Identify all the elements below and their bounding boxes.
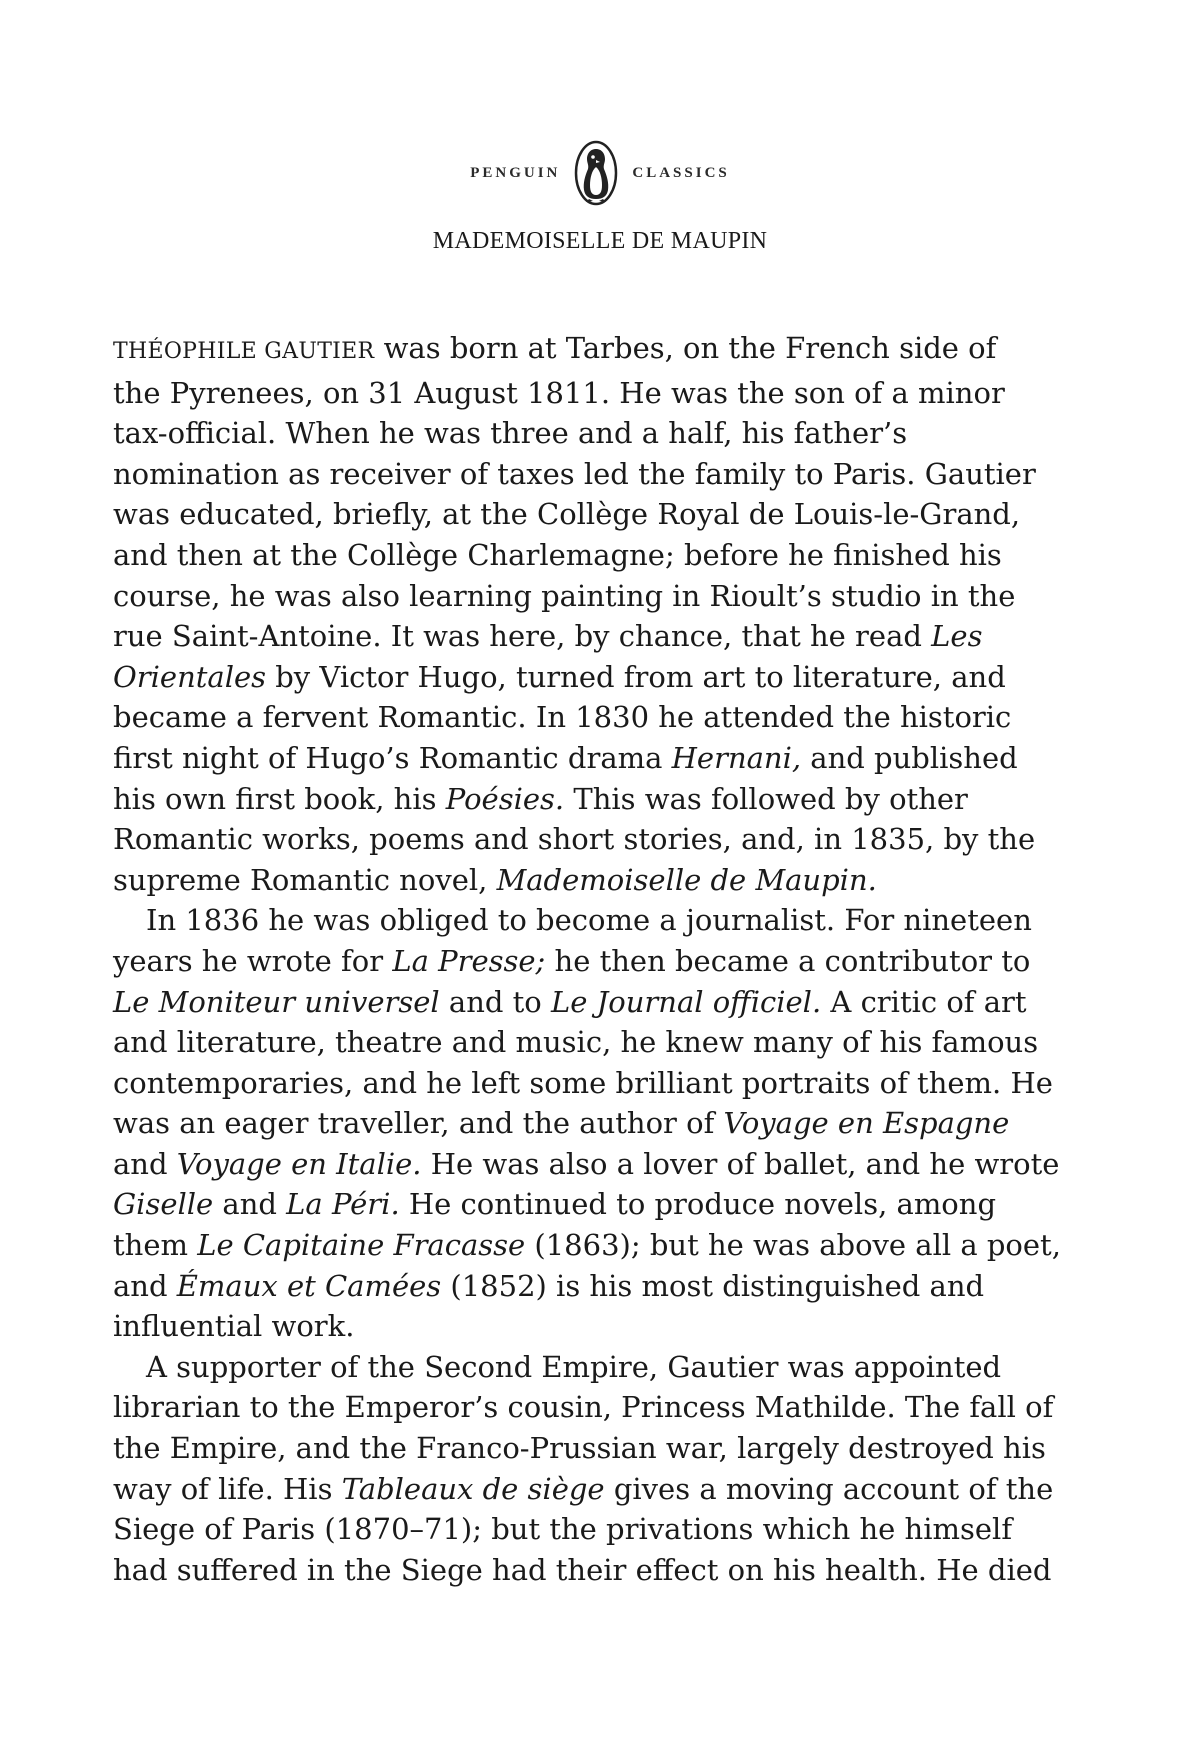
brand-left-text: PENGUIN <box>470 164 561 181</box>
text-run: He continued to produce novels, among <box>399 1187 997 1222</box>
italic-title: Giselle <box>113 1187 214 1222</box>
text-run: years he wrote for <box>113 943 393 978</box>
text-line <box>113 454 1095 495</box>
text-run: first night of Hugo’s Romantic drama <box>113 740 672 775</box>
text-line <box>113 860 1095 901</box>
italic-title: La Presse; <box>392 943 546 978</box>
text-line <box>113 1184 1095 1225</box>
text-run: course, he was also learning painting in Rioult’s studio in the <box>113 578 1016 613</box>
text-run: became a fervent Romantic. In 1830 he attended the historic <box>113 700 1012 735</box>
text-line <box>113 697 1095 738</box>
text-run: the Pyrenees, on 31 August 1811. He was the son of a minor <box>113 375 1005 410</box>
text-run: Siege of Paris (1870–71); but the privations which he himself <box>113 1512 1013 1547</box>
italic-title: Poésies. <box>445 781 565 816</box>
publisher-masthead <box>0 140 1200 206</box>
paragraph-2 <box>113 900 1095 1347</box>
text-line <box>113 941 1095 982</box>
paragraph-1 <box>113 328 1095 900</box>
text-run: by Victor Hugo, turned from art to literature, and <box>266 659 1006 694</box>
text-run: and then at the Collège Charlemagne; before he finished his <box>113 537 1002 572</box>
text-line <box>113 779 1095 820</box>
text-line <box>113 1225 1095 1266</box>
text-run: A critic of art <box>821 984 1027 1019</box>
text-line <box>113 657 1095 698</box>
text-line <box>113 1306 1095 1347</box>
text-line <box>113 819 1095 860</box>
text-line <box>113 1103 1095 1144</box>
text-run: them <box>113 1228 198 1263</box>
text-run: Romantic works, poems and short stories, and, in 1835, by the <box>113 822 1036 857</box>
italic-title: Émaux et Camées <box>176 1268 442 1303</box>
text-line <box>113 413 1095 454</box>
text-line <box>113 1550 1095 1591</box>
text-run: was educated, briefly, at the Collège Royal de Louis-le-Grand, <box>113 497 1021 532</box>
text-run: He was also a lover of ballet, and he wrote <box>421 1146 1060 1181</box>
text-run: was an eager traveller, and the author of <box>113 1106 724 1141</box>
text-line <box>113 1063 1095 1104</box>
text-line <box>113 1387 1095 1428</box>
text-line <box>113 616 1095 657</box>
text-run: and to <box>439 984 551 1019</box>
italic-title: Tableaux de siège <box>341 1471 605 1506</box>
text-run: gives a moving account of the <box>604 1471 1054 1506</box>
text-run: the Empire, and the Franco-Prussian war, largely destroyed his <box>113 1431 1046 1466</box>
text-line <box>113 1469 1095 1510</box>
text-line <box>113 535 1095 576</box>
text-run: tax-official. When he was three and a half, his father’s <box>113 416 908 451</box>
text-run: his own first book, his <box>113 781 446 816</box>
biography-text <box>113 328 1095 1590</box>
italic-title: Le Journal officiel. <box>551 984 822 1019</box>
text-run: had suffered in the Siege had their effect on his health. He died <box>113 1552 1052 1587</box>
text-run: contemporaries, and he left some brilliant portraits of them. He <box>113 1065 1053 1100</box>
text-line <box>113 373 1095 414</box>
brand-right-text: CLASSICS <box>632 164 730 181</box>
text-line <box>113 1266 1095 1307</box>
text-run: and <box>113 1146 177 1181</box>
text-run: and <box>113 1268 177 1303</box>
text-run: nomination as receiver of taxes led the family to Paris. Gautier <box>113 456 1036 491</box>
italic-title: Mademoiselle de Maupin. <box>496 862 877 897</box>
text-run: In 1836 he was obliged to become a journalist. For nineteen <box>146 903 1032 938</box>
italic-title: La Péri. <box>286 1187 400 1222</box>
italic-title: Le Capitaine Fracasse <box>197 1228 526 1263</box>
text-run: rue Saint-Antoine. It was here, by chance, that he read <box>113 619 932 654</box>
text-run: and <box>213 1187 287 1222</box>
text-run: and literature, theatre and music, he knew many of his famous <box>113 1025 1039 1060</box>
penguin-logo-icon <box>574 140 618 206</box>
text-line <box>113 1347 1095 1388</box>
italic-title: Hernani, <box>671 740 802 775</box>
italic-title: Le Moniteur universel <box>113 984 440 1019</box>
text-line <box>113 1022 1095 1063</box>
italic-title: Orientales <box>113 659 267 694</box>
text-run: way of life. His <box>113 1471 342 1506</box>
text-run: supreme Romantic novel, <box>113 862 497 897</box>
italic-title: Les <box>931 619 983 654</box>
text-line <box>113 494 1095 535</box>
text-run: and published <box>801 740 1018 775</box>
text-run: influential work. <box>113 1309 355 1344</box>
text-line <box>113 982 1095 1023</box>
text-run: A supporter of the Second Empire, Gautier was appointed <box>146 1349 1002 1384</box>
text-run: (1863); but he was above all a poet, <box>525 1228 1061 1263</box>
text-run: librarian to the Emperor’s cousin, Princess Mathilde. The fall of <box>113 1390 1054 1425</box>
text-run: (1852) is his most distinguished and <box>441 1268 985 1303</box>
author-name: THÉOPHILE GAUTIER <box>113 339 375 364</box>
text-line <box>113 328 1095 373</box>
text-run: This was followed by other <box>564 781 968 816</box>
paragraph-3 <box>113 1347 1095 1591</box>
text-line <box>113 1144 1095 1185</box>
italic-title: Voyage en Espagne <box>723 1106 1010 1141</box>
text-run: he then became a contributor to <box>545 943 1031 978</box>
text-run: was born at Tarbes, on the French side of <box>374 331 997 365</box>
page-title: MADEMOISELLE DE MAUPIN <box>432 228 768 254</box>
text-line <box>113 1509 1095 1550</box>
italic-title: Voyage en Italie. <box>176 1146 422 1181</box>
text-line <box>113 900 1095 941</box>
text-line <box>113 1428 1095 1469</box>
text-line <box>113 576 1095 617</box>
text-line <box>113 738 1095 779</box>
